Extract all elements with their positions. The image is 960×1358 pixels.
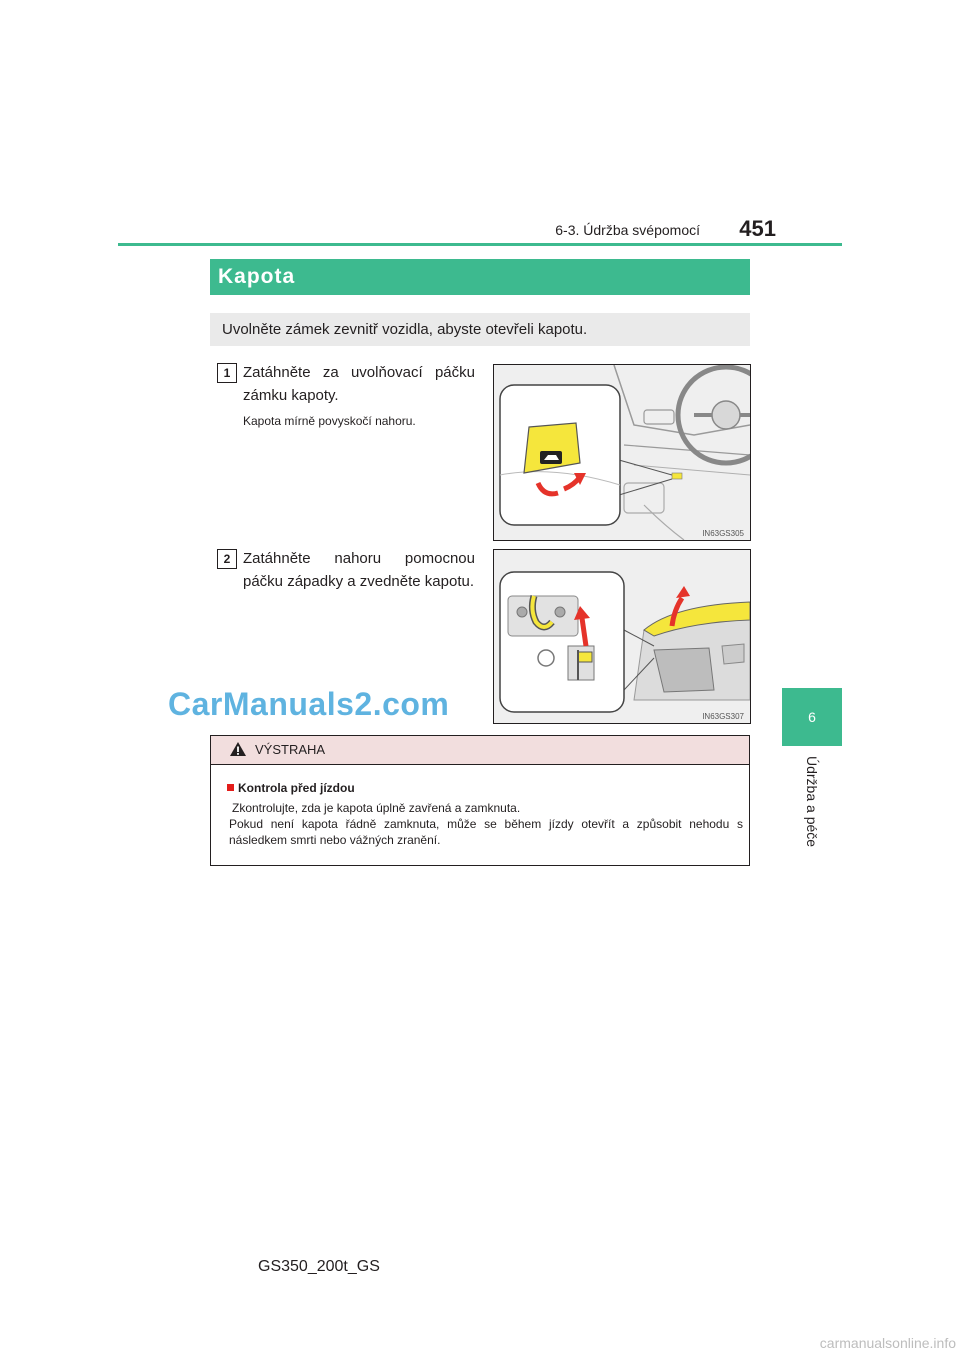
figure-code-1: IN63GS305 [702,529,744,538]
intro-text: Uvolněte zámek zevnitř vozidla, abyste otevřeli kapotu. [210,313,750,346]
step-number-1: 1 [217,363,237,383]
hood-latch-illustration [494,550,750,723]
figure-code-2: IN63GS307 [702,712,744,721]
page-number: 451 [739,216,776,241]
step-text-1: Zatáhněte za uvolňovací páčku zámku kapoty. [243,364,475,404]
chapter-tab[interactable] [782,688,842,746]
dashboard-illustration [494,365,750,540]
footer-model: GS350_200t_GS [258,1258,380,1275]
square-bullet-icon [227,784,234,791]
warning-line-2: Pokud není kapota řádně zamknuta, může se během jízdy otevřít a způsobit nehodu s následkem smrti nebo vážných zranění. [229,817,743,847]
warning-triangle-icon [229,741,247,757]
step-number-2: 2 [217,549,237,569]
header-rule [118,243,842,246]
chapter-title-vertical [783,756,841,856]
warning-line-1: Zkontrolujte, zda je kapota úplně zavřená a zamknuta. [232,801,521,815]
step-note-1: Kapota mírně povyskočí nahoru. [243,414,416,428]
footer-site-watermark: carmanualsonline.info [819,1335,956,1351]
warning-header [211,736,749,765]
chapter-number: 6 [808,709,816,725]
section-title: 6-3. Údržba svépomocí [555,222,700,238]
warning-topic-text: Kontrola před jízdou [238,781,355,795]
chapter-title: Údržba a péče [804,756,820,848]
warning-body [229,800,743,848]
figure-hood-latch [493,549,751,724]
watermark-logo: CarManuals2.com [168,686,450,722]
figure-hood-release-lever [493,364,751,541]
warning-label: VÝSTRAHA [255,742,326,757]
warning-box [210,735,750,866]
page-title: Kapota [210,259,750,295]
step-text-2: Zatáhněte nahoru pomocnou páčku západky a zvedněte kapotu. [243,550,475,590]
warning-topic [227,781,355,795]
